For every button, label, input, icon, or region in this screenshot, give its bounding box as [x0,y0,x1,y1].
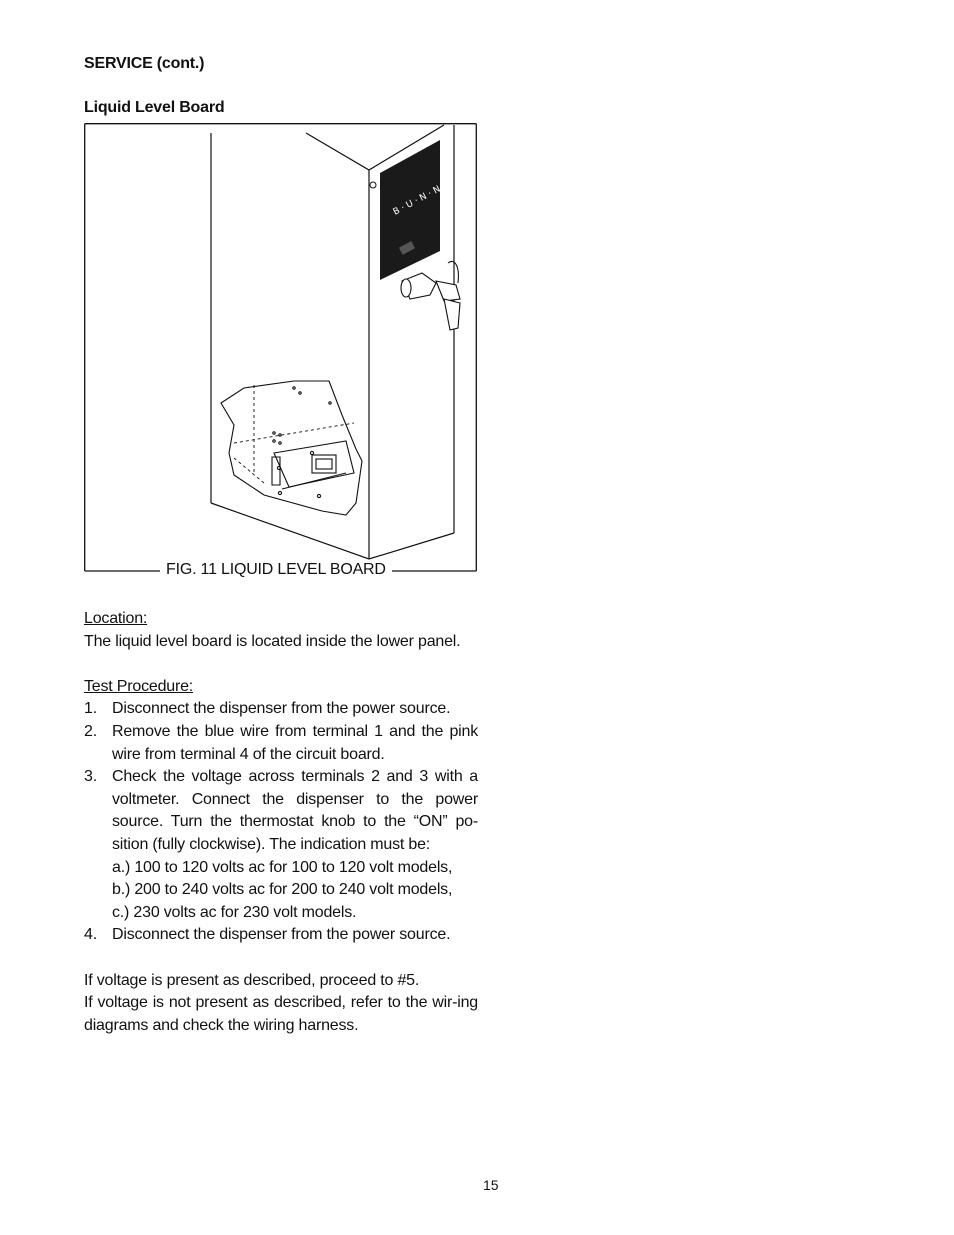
figure-liquid-level-board [84,123,477,578]
bunn-logo-text: B · U · N · N [391,184,443,218]
list-text: Check the voltage across terminals 2 and 3 with a voltmeter. Connect the dispenser to the power source. Turn the thermostat knob to the “ON” po-sition (fully clockwise). The indication must be: [112,768,478,853]
test-procedure-heading: Test Procedure: [84,677,194,695]
list-text: Disconnect the dispenser from the power source. [112,700,451,718]
body-text [84,608,478,1037]
list-number: 1. [84,700,97,718]
result-present: If voltage is present as described, proceed to #5. [84,971,420,989]
location-heading: Location: [84,610,148,627]
list-number: 4. [84,926,97,944]
sub-item: b.) 200 to 240 volts ac for 200 to 240 volt models, [112,881,453,899]
list-text: Disconnect the dispenser from the power source. [112,926,451,944]
page-number: 15 [483,1177,499,1193]
figure-caption: FIG. 11 LIQUID LEVEL BOARD [160,561,392,579]
list-text: Remove the blue wire from terminal 1 and the pink wire from terminal 4 of the circuit board. [112,722,478,763]
bunn-logo-panel [380,140,442,280]
list-item [84,698,478,721]
sub-item: a.) 100 to 120 volts ac for 100 to 120 volt models, [112,858,453,876]
cutaway-lower-panel [221,381,362,515]
screw-icon [370,182,376,188]
sub-item: c.) 230 volts ac for 230 volt models. [112,903,357,921]
section-heading: SERVICE (cont.) [84,55,205,72]
list-item [84,721,478,766]
list-item [84,924,478,947]
result-not-present: If voltage is not present as described, refer to the wir-ing diagrams and check the wiring harness. [84,994,478,1034]
subsection-heading: Liquid Level Board [84,99,225,116]
list-item [84,766,478,856]
location-text: The liquid level board is located inside the lower panel. [84,632,461,650]
faucet-icon [401,261,460,330]
dispenser-illustration [84,123,477,572]
list-number: 2. [84,722,97,740]
list-number: 3. [84,768,97,786]
